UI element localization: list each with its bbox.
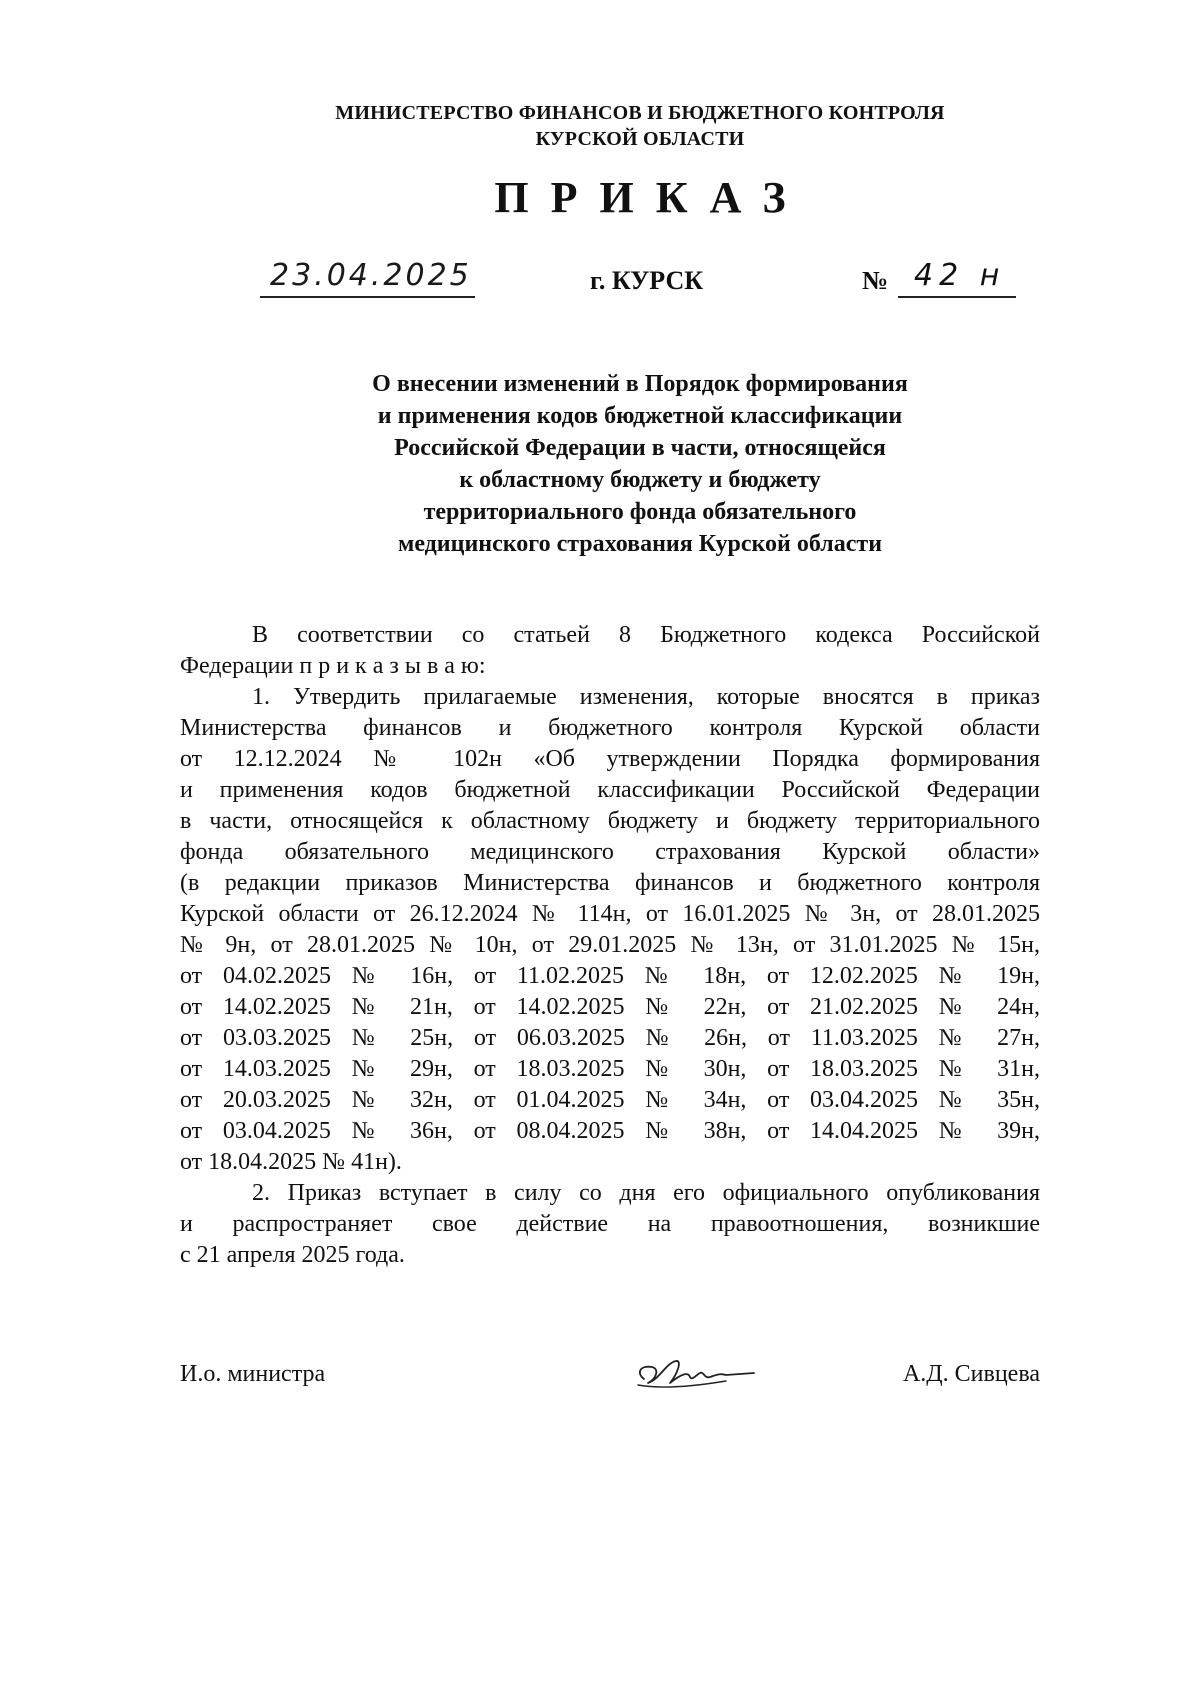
title-line: к областному бюджету и бюджету xyxy=(459,467,821,493)
title-line: Российской Федерации в части, относящейся xyxy=(394,435,886,461)
title-line: медицинского страхования Курской области xyxy=(397,531,883,557)
body-line: В соответствии со статьей 8 Бюджетного кодекса Российской xyxy=(252,622,1040,648)
document-type-heading: ПРИКАЗ xyxy=(494,173,808,222)
preamble-paragraph xyxy=(180,620,1040,682)
body-line: и применения кодов бюджетной классификации Российской Федерации xyxy=(180,777,1040,803)
body-line: от 20.03.2025 № 32н, от 01.04.2025 № 34н, от 03.04.2025 № 35н, xyxy=(180,1087,1040,1113)
body-line: Министерства финансов и бюджетного контроля Курской области xyxy=(180,715,1040,741)
body-line: от 14.03.2025 № 29н, от 18.03.2025 № 30н, от 18.03.2025 № 31н, xyxy=(180,1056,1040,1082)
handwritten-date: 23.04.2025 xyxy=(270,258,472,293)
signatory-role: И.о. министра xyxy=(180,1361,326,1387)
number-underline xyxy=(898,296,1016,298)
body-line: Федерации п р и к а з ы в а ю: xyxy=(180,653,486,679)
document-date xyxy=(260,258,480,298)
body-line: 2. Приказ вступает в силу со дня его официального опубликования xyxy=(252,1180,1040,1206)
body-line: № 9н, от 28.01.2025 № 10н, от 29.01.2025 № 13н, от 31.01.2025 № 15н, xyxy=(180,932,1040,958)
document-number xyxy=(862,258,1022,298)
item-2-paragraph xyxy=(180,1178,1040,1271)
body-line: от 04.02.2025 № 16н, от 11.02.2025 № 18н, от 12.02.2025 № 19н, xyxy=(180,963,1040,989)
body-line: 1. Утвердить прилагаемые изменения, которые вносятся в приказ xyxy=(252,684,1040,710)
body-line: в части, относящейся к областному бюджету и бюджету территориального xyxy=(180,808,1040,834)
signatory-name: А.Д. Сивцева xyxy=(902,1361,1040,1387)
body-line: от 18.04.2025 № 41н). xyxy=(180,1149,402,1175)
body-line: от 03.03.2025 № 25н, от 06.03.2025 № 26н, от 11.03.2025 № 27н, xyxy=(180,1025,1040,1051)
body-line: и распространяет свое действие на правоотношения, возникшие xyxy=(180,1211,1040,1237)
title-line: территориального фонда обязательного xyxy=(423,499,857,525)
date-underline xyxy=(260,296,475,298)
handwritten-signature xyxy=(630,1349,760,1399)
body-line: от 03.04.2025 № 36н, от 08.04.2025 № 38н, от 14.04.2025 № 39н, xyxy=(180,1118,1040,1144)
body-line: Курской области от 26.12.2024 № 114н, от 16.01.2025 № 3н, от 28.01.2025 xyxy=(180,901,1040,927)
signature-block xyxy=(180,1355,1040,1405)
body-line: с 21 апреля 2025 года. xyxy=(180,1242,405,1268)
document-body xyxy=(180,620,1040,1271)
item-1-paragraph xyxy=(180,682,1040,1178)
body-line: от 12.12.2024 № 102н «Об утверждении Порядка формирования xyxy=(180,746,1040,772)
title-line: и применения кодов бюджетной классификации xyxy=(377,403,903,429)
handwritten-number: 42 н xyxy=(914,258,1006,293)
document-city: г. КУРСК xyxy=(590,266,704,295)
body-line: (в редакции приказов Министерства финансов и бюджетного контроля xyxy=(180,870,1040,896)
ministry-line-1: МИНИСТЕРСТВО ФИНАНСОВ И БЮДЖЕТНОГО КОНТРОЛЯ xyxy=(335,102,945,124)
body-line: от 14.02.2025 № 21н, от 14.02.2025 № 22н, от 21.02.2025 № 24н, xyxy=(180,994,1040,1020)
ministry-line-2: КУРСКОЙ ОБЛАСТИ xyxy=(535,128,745,150)
body-line: фонда обязательного медицинского страхования Курской области» xyxy=(180,839,1040,865)
document-title xyxy=(240,368,1040,560)
title-line: О внесении изменений в Порядок формирования xyxy=(372,371,908,397)
ministry-header xyxy=(240,100,1040,152)
number-sign: № xyxy=(862,266,889,295)
